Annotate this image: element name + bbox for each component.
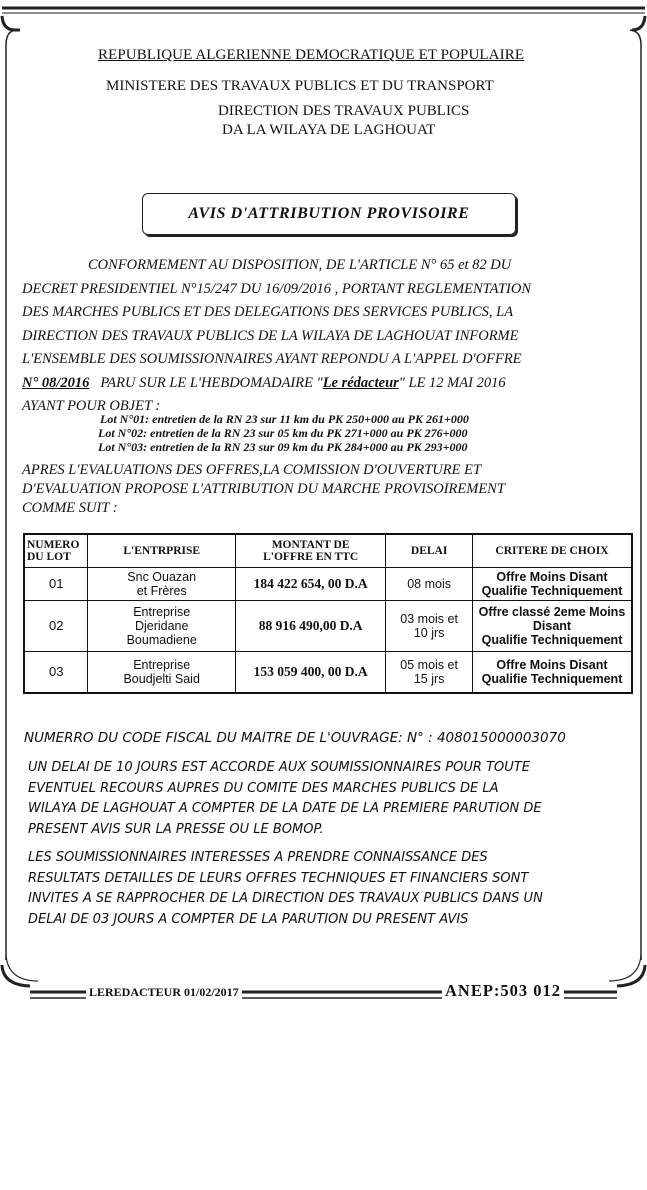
appeal-line: EVENTUEL RECOURS AUPRES DU COMITE DES MARCHES PUBLICS DE LA [28,780,499,796]
title-box [142,193,516,235]
header-republique: REPUBLIQUE ALGERIENNE DEMOCRATIQUE ET POPULAIRE [98,47,525,63]
lot-item: Lot N°03: entretien de la RN 23 sur 09 km du PK 284+000 au PK 293+000 [98,440,468,454]
lot-item: Lot N°02: entretien de la RN 23 sur 05 km du PK 271+000 au PK 276+000 [98,426,468,440]
header-lot: NUMERO DU LOT [24,534,88,568]
offer-number: N° 08/2016 [22,374,90,391]
intro-paragraph [22,254,632,419]
appeal-line: PRESENT AVIS SUR LA PRESSE OU LE BOMOP. [28,821,324,837]
choice-criteria: Offre Moins Disant Qualifie Techniquement [472,652,632,694]
appeal-line: UN DELAI DE 10 JOURS EST ACCORDE AUX SOUMISSIONNAIRES POUR TOUTE [28,760,530,775]
table-row [24,568,632,601]
header-criteria: CRITERE DE CHOIX [472,534,632,568]
offer-amount: 184 422 654, 00 D.A [235,568,385,601]
offer-amount: 88 916 490,00 D.A [235,601,385,652]
consultation-paragraph [28,848,543,930]
evaluation-paragraph [22,461,632,518]
intro-date: " LE 12 MAI 2016 [398,374,506,391]
offer-amount: 153 059 400, 00 D.A [235,652,385,694]
company-name: Snc Ouazan et Frères [88,568,236,601]
attribution-table [23,533,633,694]
table-row [24,652,632,694]
newspaper-name: Le rédacteur [322,374,399,391]
appeal-line: WILAYA DE LAGHOUAT A COMPTER DE LA DATE DE LA PREMIERE PARUTION DE [28,801,542,816]
appeal-delay-paragraph [28,758,542,840]
delay-value: 03 mois et 10 jrs [386,601,473,652]
intro-line: DECRET PRESIDENTIEL N°15/247 DU 16/09/2016 , PORTANT REGLEMENTATION [22,280,532,297]
company-name: Entreprise Djeridane Boumadiene [88,601,236,652]
table-row [24,601,632,652]
table-header-row [24,534,632,568]
consultation-line: DELAI DE 03 JOURS A COMPTER DE LA PARUTION DU PRESENT AVIS [28,911,469,927]
document-title: AVIS D'ATTRIBUTION PROVISOIRE [188,205,470,222]
footer-anep: ANEP:503 012 [442,981,564,1001]
delay-value: 05 mois et 15 jrs [386,652,473,694]
lots-list [100,412,469,454]
header-amount: MONTANT DE L'OFFRE EN TTC [235,534,385,568]
intro-line: DES MARCHES PUBLICS ET DES DELEGATIONS DES SERVICES PUBLICS, LA [22,304,514,320]
evaluation-line: D'EVALUATION PROPOSE L'ATTRIBUTION DU MARCHE PROVISOIREMENT [22,481,505,497]
header-delay: DELAI [386,534,473,568]
footer-publication: LEREDACTEUR 01/02/2017 [86,985,242,1000]
intro-line: CONFORMEMENT AU DISPOSITION, DE L'ARTICLE N° 65 et 82 DU [88,257,512,273]
header-direction: DIRECTION DES TRAVAUX PUBLICS [218,103,470,119]
consultation-line: RESULTATS DETAILLES DE LEURS OFFRES TECHNIQUES ET FINANCIERS SONT [28,870,529,886]
header-ministere: MINISTERE DES TRAVAUX PUBLICS ET DU TRANSPORT [106,78,494,94]
header-company: L'ENTRPRISE [88,534,236,568]
lot-item: Lot N°01: entretien de la RN 23 sur 11 km du PK 250+000 au PK 261+000 [100,412,469,426]
intro-publication: PARU SUR LE L'HEBDOMADAIRE " [100,374,323,391]
intro-line: L'ENSEMBLE DES SOUMISSIONNAIRES AYANT REPONDU A L'APPEL D'OFFRE [22,351,522,367]
delay-value: 08 mois [386,568,473,601]
lot-number: 01 [24,568,88,601]
intro-line: DIRECTION DES TRAVAUX PUBLICS DE LA WILAYA DE LAGHOUAT INFORME [22,327,519,344]
fiscal-code: NUMERRO DU CODE FISCAL DU MAITRE DE L'OUVRAGE: N° : 408015000003070 [24,730,566,746]
choice-criteria: Offre Moins Disant Qualifie Techniquement [472,568,632,601]
lot-number: 03 [24,652,88,694]
evaluation-line: APRES L'EVALUATIONS DES OFFRES,LA COMISSION D'OUVERTURE ET [22,462,482,478]
evaluation-line: COMME SUIT : [22,500,118,516]
header-wilaya: DA LA WILAYA DE LAGHOUAT [222,122,436,138]
lot-number: 02 [24,601,88,652]
intro-line [22,372,632,396]
intro-line: AYANT POUR OBJET : [22,398,161,414]
consultation-line: LES SOUMISSIONNAIRES INTERESSES A PRENDRE CONNAISSANCE DES [28,850,488,865]
consultation-line: INVITES A SE RAPPROCHER DE LA DIRECTION DES TRAVAUX PUBLICS DANS UN [28,891,543,906]
company-name: Entreprise Boudjelti Said [88,652,236,694]
choice-criteria: Offre classé 2eme Moins Disant Qualifie Techniquement [472,601,632,652]
